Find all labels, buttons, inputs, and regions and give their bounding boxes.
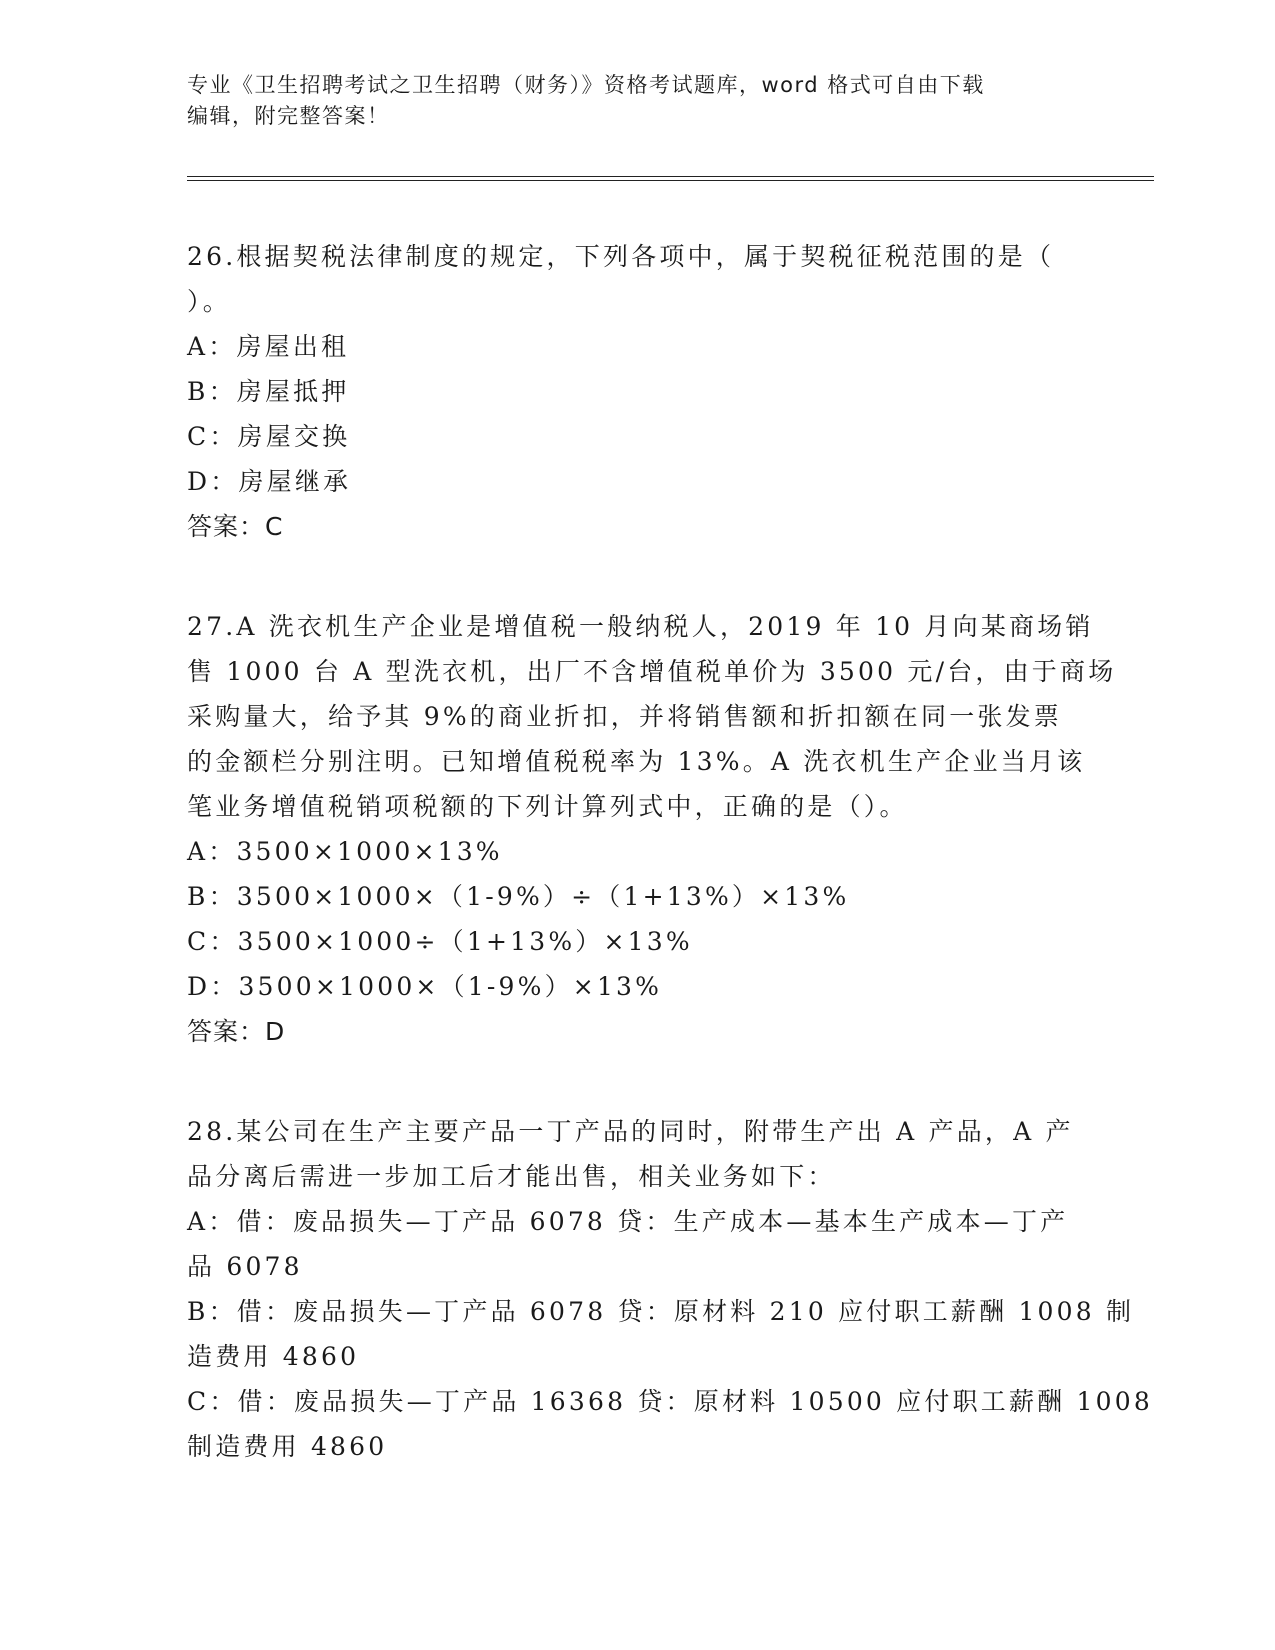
option-b-continued: 造费用 4860	[187, 1342, 360, 1371]
option-a: A：3500×1000×13%	[187, 837, 503, 866]
option-a: A：借：废品损失—丁产品 6078 贷：生产成本—基本生产成本—丁产	[187, 1207, 1069, 1236]
header-divider	[187, 176, 1154, 181]
header-line-1: 专业《卫生招聘考试之卫生招聘（财务）》资格考试题库，word 格式可自由下载	[187, 73, 985, 97]
option-a-continued: 品 6078	[187, 1252, 303, 1281]
document-header	[187, 70, 1067, 132]
option-c: C：房屋交换	[187, 422, 351, 451]
answer-line: 答案：D	[187, 1017, 286, 1046]
option-d: D：3500×1000×（1-9%）×13%	[187, 972, 663, 1001]
option-b: B：3500×1000×（1-9%）÷（1+13%）×13%	[187, 882, 850, 911]
option-c: C：3500×1000÷（1+13%）×13%	[187, 927, 693, 956]
option-c: C：借：废品损失—丁产品 16368 贷：原材料 10500 应付职工薪酬 1008	[187, 1387, 1153, 1416]
option-b: B：借：废品损失—丁产品 6078 贷：原材料 210 应付职工薪酬 1008 制	[187, 1297, 1135, 1326]
option-b: B：房屋抵押	[187, 377, 350, 406]
question-list	[187, 234, 1153, 1469]
option-d: D：房屋继承	[187, 467, 352, 496]
question-stem-line: 采购量大，给予其 9%的商业折扣，并将销售额和折扣额在同一张发票	[187, 702, 1063, 731]
question-stem-line: 笔业务增值税销项税额的下列计算列式中，正确的是（）。	[187, 792, 908, 821]
option-a: A：房屋出租	[187, 332, 350, 361]
question-27	[187, 604, 1117, 1054]
answer-line: 答案：C	[187, 512, 284, 541]
question-spacer	[187, 549, 1087, 604]
question-stem-line: 26.根据契税法律制度的规定，下列各项中，属于契税征税范围的是（	[187, 242, 1055, 271]
question-26	[187, 234, 1087, 549]
header-line-2: 编辑，附完整答案！	[187, 104, 390, 128]
question-stem-line: 的金额栏分别注明。已知增值税税率为 13%。A 洗衣机生产企业当月该	[187, 747, 1086, 776]
question-spacer	[187, 1054, 1087, 1109]
question-stem-line: 品分离后需进一步加工后才能出售，相关业务如下：	[187, 1162, 836, 1191]
question-stem-line: 28.某公司在生产主要产品一丁产品的同时，附带生产出 A 产品，A 产	[187, 1117, 1074, 1146]
question-28	[187, 1109, 1153, 1469]
question-stem-line: 售 1000 台 A 型洗衣机，出厂不含增值税单价为 3500 元/台，由于商场	[187, 657, 1117, 686]
option-c-continued: 制造费用 4860	[187, 1432, 388, 1461]
question-stem-line: ）。	[187, 287, 231, 316]
question-stem-line: 27.A 洗衣机生产企业是增值税一般纳税人，2019 年 10 月向某商场销	[187, 612, 1094, 641]
